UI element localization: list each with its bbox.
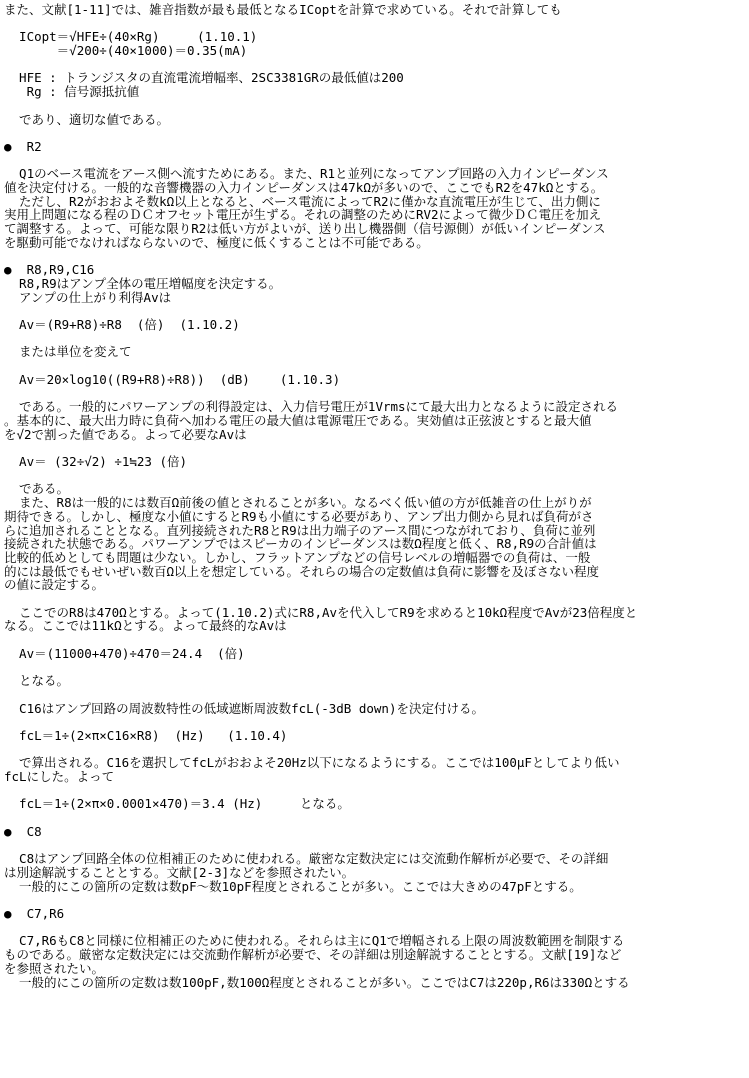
blank-line <box>4 743 745 757</box>
blank-line <box>4 99 745 113</box>
text-line: ＝√200÷(40×1000)＝0.35(mA) <box>4 43 248 59</box>
text-line: R8,R9はアンプ全体の電圧増幅度を決定する。 <box>4 275 282 291</box>
blank-line <box>4 661 745 675</box>
section-heading: ● C8 <box>4 823 42 839</box>
text-line: である。 <box>4 481 70 497</box>
text-line: 比較的低めとしても問題は少ない。しかし、フラットアンプなどの信号レベルの増幅器での負荷は、一般 <box>4 549 591 565</box>
text-line: C16はアンプ回路の周波数特性の低域遮断周波数fcL(-3dB down)を決定付ける。 <box>4 700 484 716</box>
text-line: 。基本的に、最大出力時に負荷へ加わる電圧の最大値は電源電圧である。実効値は正弦波とすると最大値 <box>4 412 592 428</box>
blank-line <box>4 332 745 346</box>
text-line: の値に設定する。 <box>4 577 105 593</box>
blank-line <box>4 633 745 647</box>
text-line: ここでのR8は470Ωとする。よって(1.10.2)式にR8,Avを代入してR9を求めると10kΩ程度でAvが23倍程度と <box>4 604 638 620</box>
text-line: を参照されたい。 <box>4 960 105 976</box>
text-line: fcL＝1÷(2×π×0.0001×470)＝3.4 (Hz) となる。 <box>4 796 350 812</box>
text-line: また、文献[1-11]では、雑音指数が最も最低となるICoptを計算で求めている。それで計算しても <box>4 2 562 17</box>
text-line: 一般的にこの箇所の定数は数100pF,数100Ω程度とされることが多い。ここではC7は220p,R6は330Ωとする <box>4 974 630 990</box>
blank-line <box>4 17 745 31</box>
blank-line <box>4 893 745 907</box>
blank-line <box>4 441 745 455</box>
blank-line <box>4 58 745 72</box>
text-line: 接続された状態である。パワーアンプではスピーカのインピーダンスは数Ω程度と低く、R8,R9の合計値は <box>4 536 597 552</box>
blank-line <box>4 154 745 168</box>
blank-line <box>4 592 745 606</box>
text-line: て調整する。よって、可能な限りR2は低い方がよいが、送り出し機器側（信号源側）が低いインピーダンス <box>4 221 606 237</box>
text-line: を駆動可能でなければならないので、極度に低くすることは不可能である。 <box>4 234 429 250</box>
text-line: 値を決定付ける。一般的な音響機器の入力インピーダンスは47kΩが多いので、ここでもR2を47kΩとする。 <box>4 180 604 196</box>
section-heading: ● C7,R6 <box>4 906 65 922</box>
blank-line <box>4 839 745 853</box>
text-line: fcL＝1÷(2×π×C16×R8) (Hz) (1.10.4) <box>4 728 288 743</box>
blank-line <box>4 387 745 401</box>
text-line: 期待できる。しかし、極度な小値にするとR9も小値にする必要があり、アンプ出力側から見れば負荷がさ <box>4 508 594 524</box>
blank-line <box>4 359 745 373</box>
text-line: で算出される。C16を選択してfcLがおおよそ20Hz以下になるようにする。ここでは100μFとしてより低い <box>4 755 620 771</box>
text-line: C8はアンプ回路全体の位相補正のために使われる。厳密な定数決定には交流動作解析が必要で、その詳細 <box>4 851 609 867</box>
text-line: Av＝(R9+R8)÷R8 (倍) (1.10.2) <box>4 317 240 333</box>
text-line: ただし、R2がおおよそ数kΩ以上となると、ベース電流によってR2に僅かな直流電圧が生じて、出力側に <box>4 193 601 209</box>
text-line: アンプの仕上がり利得Avは <box>4 289 172 305</box>
blank-line <box>4 304 745 318</box>
text-line: 一般的にこの箇所の定数は数pF～数10pF程度とされることが多い。ここでは大きめの47pFとする。 <box>4 878 582 894</box>
text-line: である。一般的にパワーアンプの利得設定は、入力信号電圧が1Vrmsにて最大出力となるように設定される <box>4 399 619 415</box>
blank-line <box>4 126 745 140</box>
blank-line <box>4 715 745 729</box>
blank-line <box>4 469 745 483</box>
text-line: なる。ここでは11kΩとする。よって最終的なAvは <box>4 618 287 634</box>
text-line: Q1のベース電流をアース側へ流すためにある。また、R1と並列になってアンプ回路の入力インピーダンス <box>4 166 609 182</box>
section-heading: ● R8,R9,C16 <box>4 262 95 278</box>
text-line: ものである。厳密な定数決定には交流動作解析が必要で、その詳細は別途解説することとする。文献[19]など <box>4 947 622 963</box>
text-line: ICopt＝√HFE÷(40×Rg) (1.10.1) <box>4 29 258 45</box>
section-heading: ● R2 <box>4 138 42 154</box>
text-line: を√2で割った値である。よって必要なAvは <box>4 426 247 442</box>
text-line: は別途解説することとする。文献[2-3]などを参照されたい。 <box>4 864 355 880</box>
blank-line <box>4 250 745 264</box>
text-line: fcLにした。よって <box>4 769 115 785</box>
text-line: らに追加されることとなる。直列接続されたR8とR9は出力端子のアース間につながれており、負荷に並列 <box>4 522 596 538</box>
text-line: であり、適切な値である。 <box>4 111 170 127</box>
text-line: Rg : 信号源抵抗値 <box>4 84 140 100</box>
text-line: となる。 <box>4 673 70 689</box>
text-line: Av＝(11000+470)÷470＝24.4 (倍) <box>4 645 245 661</box>
text-line: また、R8は一般的には数百Ω前後の値とされることが多い。なるべく低い値の方が低雑音の仕上がりが <box>4 495 592 511</box>
text-line: Av＝ (32÷√2) ÷1≒23 (倍) <box>4 454 188 470</box>
text-line: 的には最低でもせいぜい数百Ω以上を想定している。それらの場合の定数値は負荷に影響を及ぼさない程度 <box>4 563 600 579</box>
blank-line <box>4 688 745 702</box>
blank-line <box>4 921 745 935</box>
blank-line <box>4 784 745 798</box>
text-line: 実用上問題になる程のＤＣオフセット電圧が生ずる。それの調整のためにRV2によって微少ＤＣ電圧を加え <box>4 207 602 223</box>
text-line: C7,R6もC8と同様に位相補正のために使われる。それらは主にQ1で増幅される上限の周波数範囲を制限する <box>4 933 625 949</box>
blank-line <box>4 811 745 825</box>
text-line: Av＝20×log10((R9+R8)÷R8)) (dB) (1.10.3) <box>4 371 341 387</box>
text-line: または単位を変えて <box>4 344 132 360</box>
text-line: HFE : トランジスタの直流電流増幅率、2SC3381GRの最低値は200 <box>4 70 404 86</box>
